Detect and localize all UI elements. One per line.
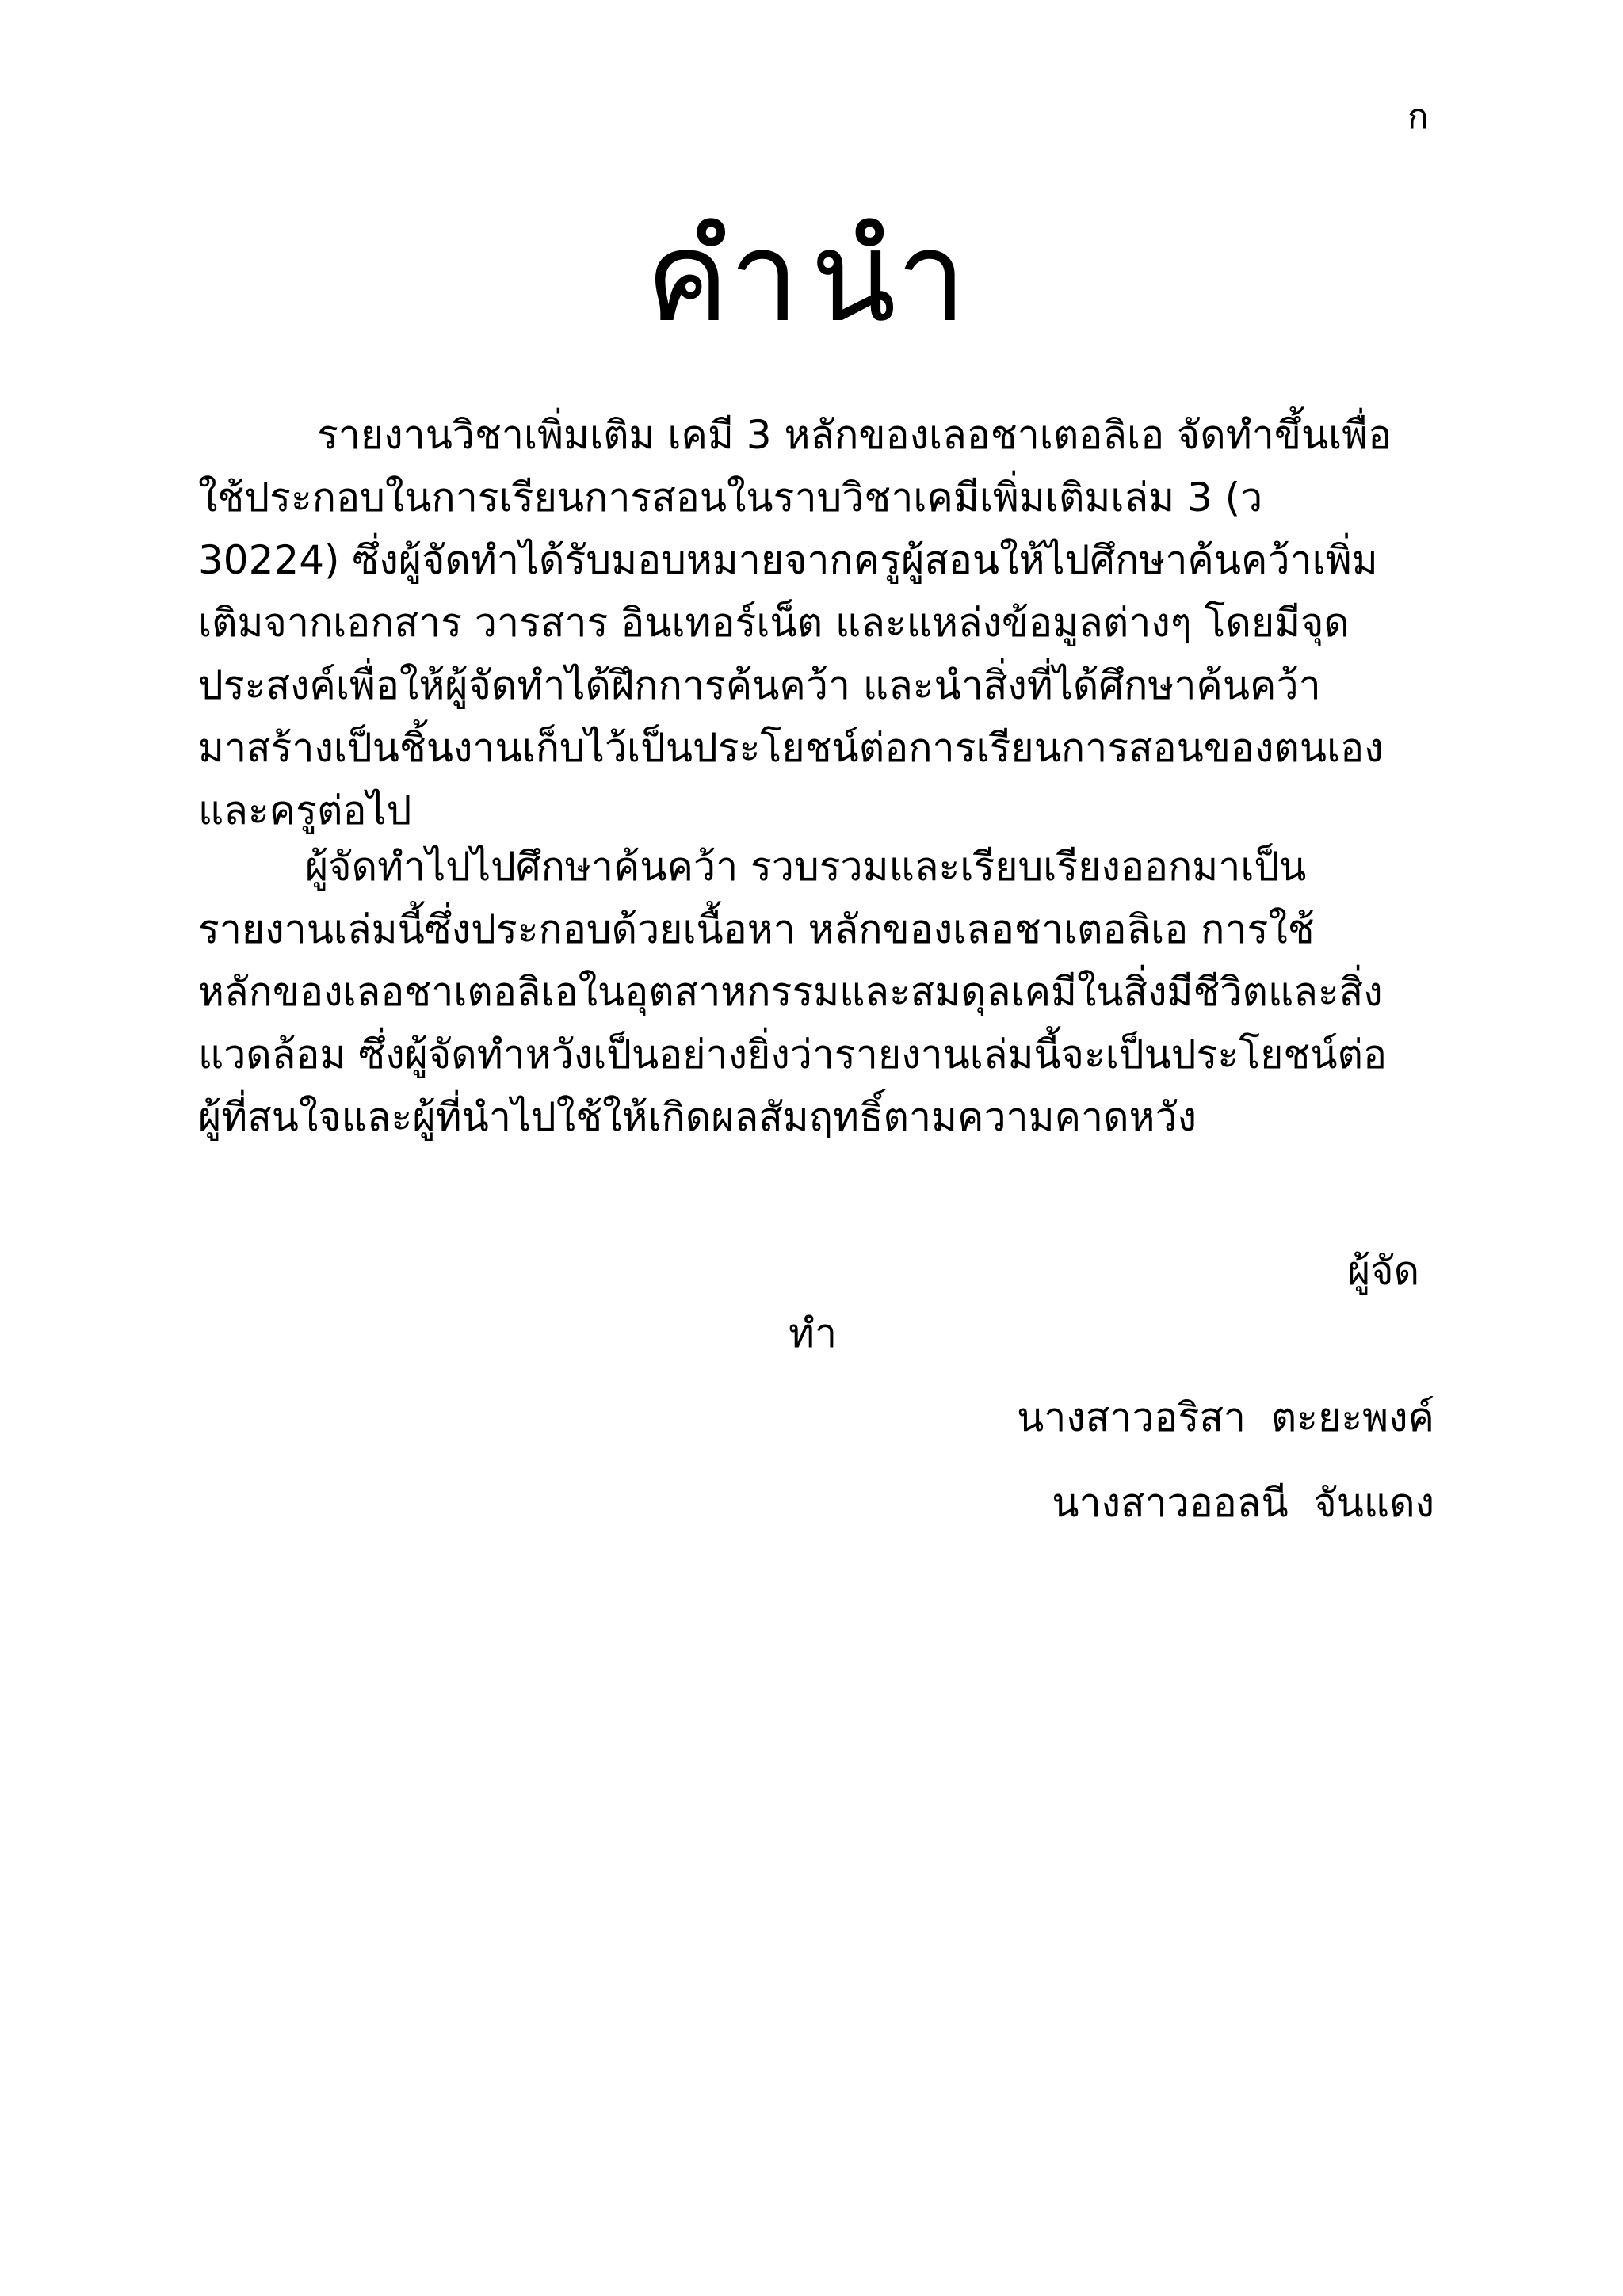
paragraph-1-line: รายงานวิชาเพิ่มเติม เคมี 3 หลักของเลอชาเตอลิเอ จัดทำขึ้นเพื่อ — [317, 412, 1392, 458]
page-title: คำนำ — [645, 204, 978, 350]
paragraph-2-line: รายงานเล่มนี้ซึ่งประกอบด้วยเนื้อหา หลักของเลอชาเตอลิเอ การใช้ — [198, 906, 1315, 952]
paragraph-2-line: แวดล้อม ซึ่งผู้จัดทำหวังเป็นอย่างยิ่งว่ารายงานเล่มนี้จะเป็นประโยชน์ต่อ — [198, 1032, 1388, 1077]
paragraph-1-line: ใช้ประกอบในการเรียนการสอนในราบวิชาเคมีเพิ่มเติมเล่ม 3 (ว — [198, 475, 1263, 521]
paragraph-1-line: มาสร้างเป็นชิ้นงานเก็บไว้เป็นประโยชน์ต่อการเรียนการสอนของตนเอง — [198, 725, 1384, 771]
author-name: นางสาวออลนี จันแดง — [1052, 1480, 1434, 1526]
paragraph-1-line: ประสงค์เพื่อให้ผู้จัดทำได้ฝึกการค้นคว้า และนำสิ่งที่ได้ศึกษาค้นคว้า — [198, 662, 1321, 708]
signature-label: ผู้จัด — [1347, 1248, 1420, 1294]
signature-label-continued: ทำ — [789, 1310, 838, 1356]
paragraph-1-line: และครูต่อไป — [198, 788, 412, 833]
paragraph-2-line: ผู้ที่สนใจและผู้ที่นำไปใช้ให้เกิดผลสัมฤทธิ์ตามความคาดหวัง — [198, 1094, 1197, 1140]
paragraph-1 — [198, 404, 1434, 842]
author-name: นางสาวอริสา ตะยะพงค์ — [1017, 1394, 1434, 1440]
paragraph-1-line: 30224) ซึ่งผู้จัดทำได้รับมอบหมายจากครูผู้สอนให้ไปศึกษาค้นคว้าเพิ่ม — [198, 537, 1378, 583]
page-number: ก — [1407, 97, 1429, 137]
paragraph-2-line: หลักของเลอชาเตอลิเอในอุตสาหกรรมและสมดุลเคมีในสิ่งมีชีวิตและสิ่ง — [198, 969, 1383, 1015]
paragraph-1-line: เติมจากเอกสาร วารสาร อินเทอร์เน็ต และแหล่งข้อมูลต่างๆ โดยมีจุด — [198, 600, 1350, 646]
paragraph-2 — [198, 836, 1434, 1149]
paragraph-2-line: ผู้จัดทำไปไปศึกษาค้นคว้า รวบรวมและเรียบเรียงออกมาเป็น — [305, 844, 1307, 890]
